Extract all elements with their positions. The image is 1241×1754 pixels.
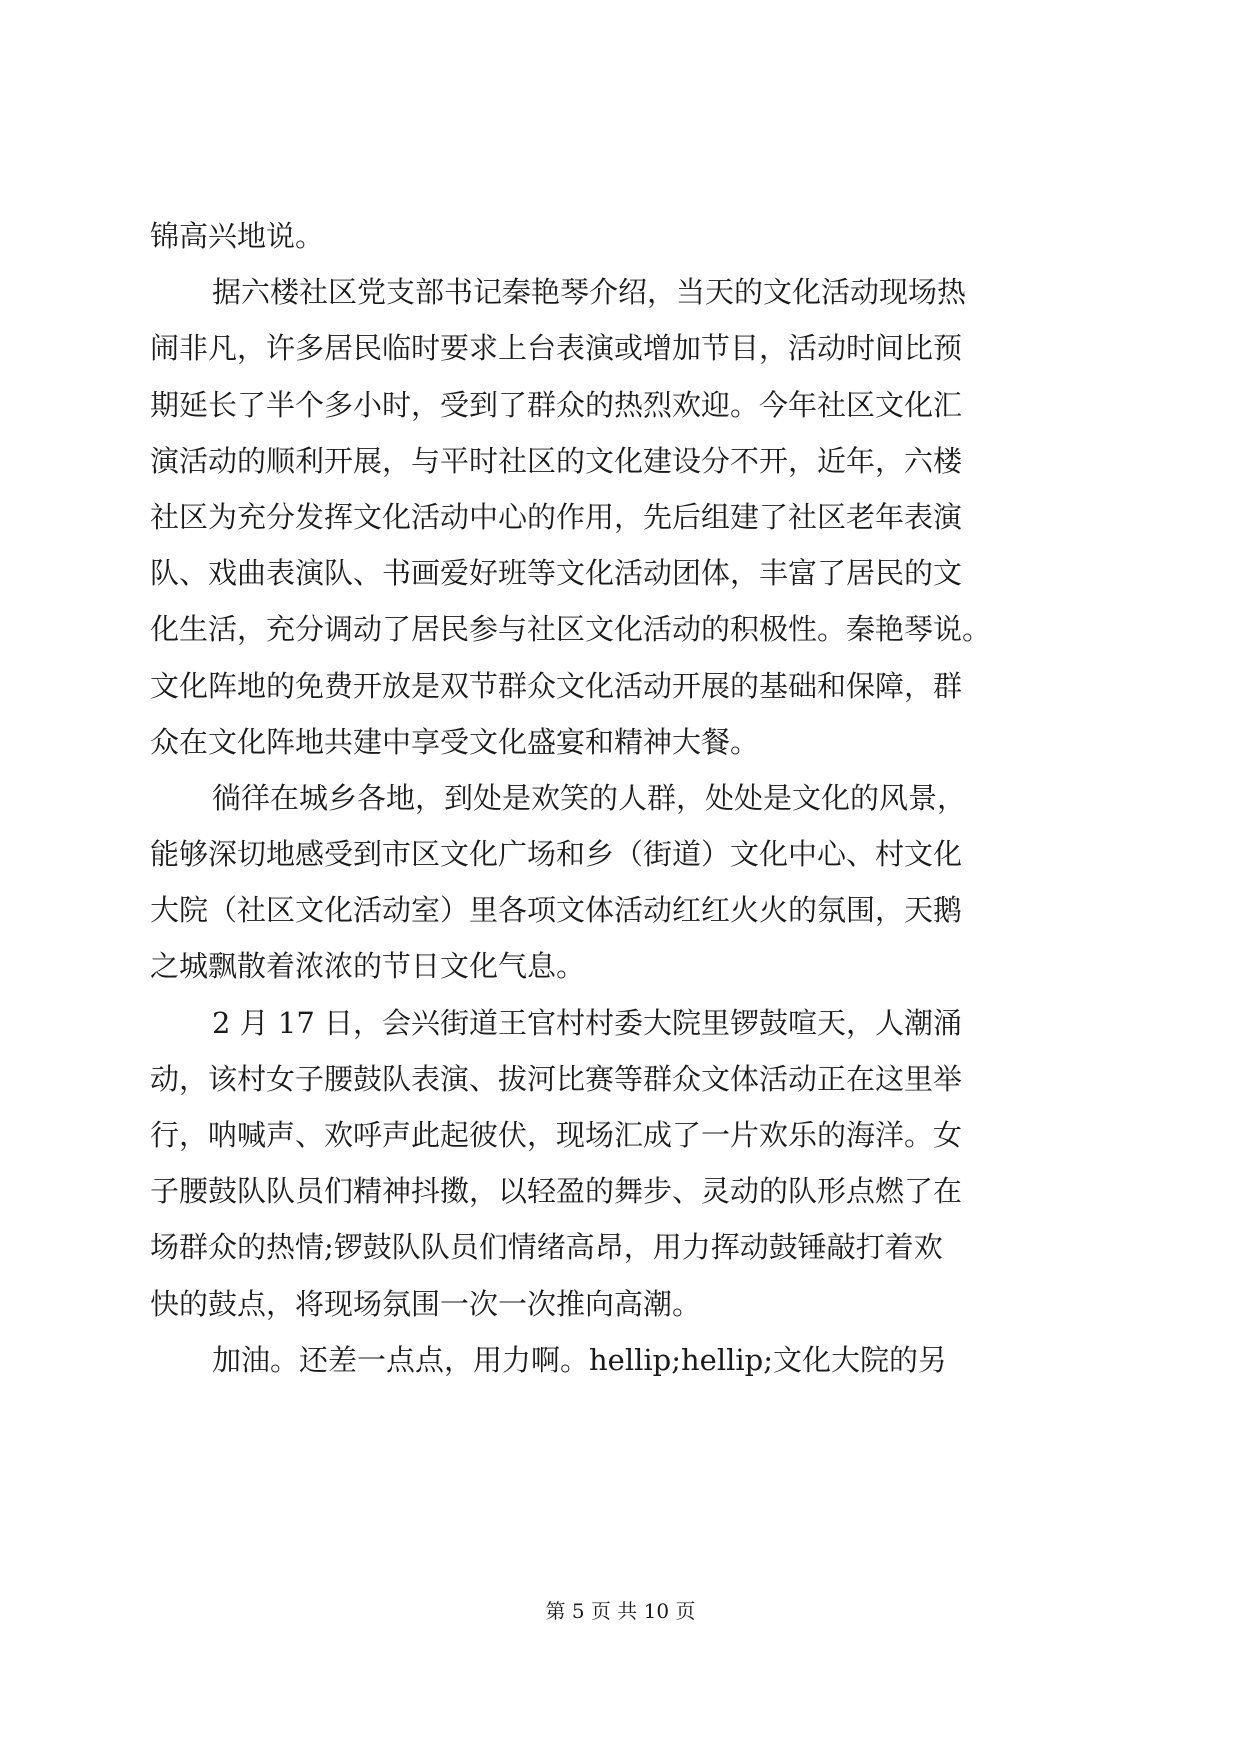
text-line: 行，呐喊声、欢呼声此起彼伏，现场汇成了一片欢乐的海洋。女 bbox=[150, 1118, 963, 1152]
text-line: 期延长了半个多小时，受到了群众的热烈欢迎。今年社区文化汇 bbox=[150, 387, 963, 422]
text-line: 演活动的顺利开展，与平时社区的文化建设分不开，近年，六楼 bbox=[150, 443, 963, 478]
text-line: 闹非凡，许多居民临时要求上台表演或增加节目，活动时间比预 bbox=[150, 331, 963, 366]
body-text bbox=[150, 208, 1090, 1388]
text-line: 众在文化阵地共建中享受文化盛宴和精神大餐。 bbox=[150, 724, 760, 759]
text-line: 大院（社区文化活动室）里各项文体活动红红火火的氛围，天鹅 bbox=[150, 893, 963, 928]
page-footer: 第 5 页 共 10 页 bbox=[545, 1599, 696, 1623]
text-line: 锦高兴地说。 bbox=[150, 219, 325, 253]
text-line: 能够深切地感受到市区文化广场和乡（街道）文化中心、村文化 bbox=[150, 837, 963, 872]
text-line: 2 月 17 日，会兴街道王官村村委大院里锣鼓喧天，人潮涌 bbox=[212, 1005, 963, 1040]
text-line: 场群众的热情;锣鼓队队员们情绪高昂，用力挥动鼓锤敲打着欢 bbox=[150, 1230, 943, 1265]
text-line: 社区为充分发挥文化活动中心的作用，先后组建了社区老年表演 bbox=[150, 499, 963, 534]
text-line: 动，该村女子腰鼓队表演、拔河比赛等群众文体活动正在这里举 bbox=[150, 1061, 963, 1096]
text-line: 徜徉在城乡各地，到处是欢笑的人群，处处是文化的风景， bbox=[212, 780, 967, 815]
text-line: 加油。还差一点点，用力啊。hellip;hellip;文化大院的另 bbox=[212, 1342, 947, 1377]
text-line: 之城飘散着浓浓的节日文化气息。 bbox=[150, 949, 586, 984]
text-line: 队、戏曲表演队、书画爱好班等文化活动团体，丰富了居民的文 bbox=[150, 556, 963, 591]
text-line: 文化阵地的免费开放是双节群众文化活动开展的基础和保障，群 bbox=[150, 668, 963, 703]
text-line: 据六楼社区党支部书记秦艳琴介绍，当天的文化活动现场热 bbox=[212, 275, 967, 310]
text-line: 子腰鼓队队员们精神抖擞，以轻盈的舞步、灵动的队形点燃了在 bbox=[150, 1174, 963, 1209]
text-line: 化生活，充分调动了居民参与社区文化活动的积极性。秦艳琴说。 bbox=[150, 612, 992, 647]
text-line: 快的鼓点，将现场氛围一次一次推向高潮。 bbox=[150, 1286, 702, 1321]
